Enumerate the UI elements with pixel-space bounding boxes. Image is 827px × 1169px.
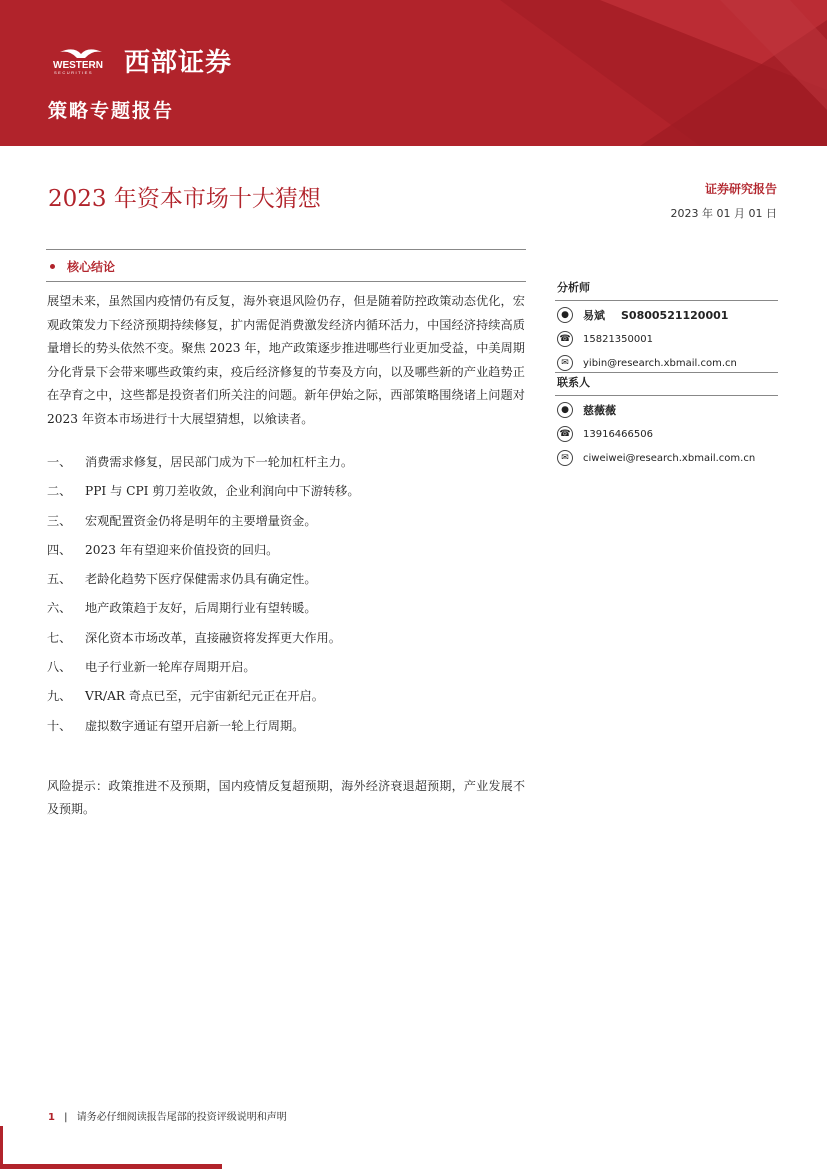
person-icon: ● [557,402,573,418]
contact-email-row [555,446,778,470]
core-heading-label: 核心结论 [67,260,116,274]
list-item-number: 六、 [47,601,72,616]
contact-name: 慈薇薇 [583,404,616,417]
bull-horn-icon [52,44,110,74]
list-item [47,717,525,746]
page-number: 1 [48,1112,55,1123]
list-item [47,687,525,716]
section-divider-top [46,249,526,250]
analyst-name-row [555,303,778,327]
list-item [47,629,525,658]
footer-disclaimer: 请务必仔细阅读报告尾部的投资评级说明和声明 [76,1112,287,1123]
list-item-text: 虚拟数字通证有望开启新一轮上行周期。 [85,718,305,733]
contact-heading: 联系人 [555,373,778,396]
list-item [47,599,525,628]
list-item-text: PPI 与 CPI 剪刀差收敛，企业利润向中下游转移。 [85,484,360,499]
list-item-number: 十、 [47,718,72,733]
list-item [47,453,525,482]
phone-icon: ☎ [557,426,573,442]
svg-text:SECURITIES: SECURITIES [54,69,94,74]
list-item-text: 地产政策趋于友好，后周期行业有望转暖。 [85,601,317,616]
contact-email[interactable]: ciweiwei@research.xbmail.com.cn [583,452,756,464]
phone-icon: ☎ [557,331,573,347]
core-conclusion-heading [50,258,115,275]
list-item-number: 三、 [47,513,72,528]
list-item-text: 电子行业新一轮库存周期开启。 [85,660,256,675]
list-item [47,541,525,570]
contact-panel [555,372,778,470]
list-item-text: 宏观配置资金仍将是明年的主要增量资金。 [85,513,317,528]
footer-accent-horizontal [0,1164,222,1169]
contact-phone-row [555,422,778,446]
list-item-number: 九、 [47,689,72,704]
list-item-number: 八、 [47,660,72,675]
list-item-text: 消费需求修复，居民部门成为下一轮加杠杆主力。 [85,455,354,469]
email-icon: ✉ [557,450,573,466]
list-item-number: 七、 [47,630,72,645]
company-logo [52,42,232,79]
report-category: 证券研究报告 [704,182,777,196]
analyst-phone-row [555,327,778,351]
svg-text:WESTERN: WESTERN [53,59,103,71]
list-item [47,512,525,541]
logo-mark [52,44,110,78]
analyst-certificate-code: S0800521120001 [621,308,729,322]
list-item-number: 四、 [47,542,72,557]
core-paragraph: 展望未来，虽然国内疫情仍有反复，海外衰退风险仍存，但是随着防控政策动态优化，宏观政策发力下经济预期持续修复，扩内需促消费激发经济内循环活力，中国经济持续高质量增长的势头依然不变。聚焦 2023 年，地产政策逐步推进哪些行业更加受益，中美周期分化背景下会带来哪些政策约束，疫后经济修复的节奏及方向，以及哪些新的产业趋势正在孕育之中，这些都是投资者们所关注的问题。新年伊始之际，西部策略围绕诸上问题对 2023 年资本市场进行十大展望猜想，以飨读者。 [47,294,525,426]
contact-phone: 13916466506 [583,428,653,440]
analyst-email[interactable]: yibin@research.xbmail.com.cn [583,357,737,369]
analyst-phone: 15821350001 [583,333,653,345]
list-item-text: 深化资本市场改革，直接融资将发挥更大作用。 [85,630,341,645]
list-item [47,658,525,687]
list-item-text: VR/AR 奇点已至，元宇宙新纪元正在开启。 [85,689,324,704]
report-title: 2023 年资本市场十大猜想 [48,186,321,212]
contact-name-row [555,398,778,422]
email-icon: ✉ [557,355,573,371]
list-item-number: 五、 [47,572,72,587]
report-date: 2023 年 01 月 01 日 [670,207,777,220]
list-item-text: 老龄化趋势下医疗保健需求仍具有确定性。 [85,572,317,587]
risk-warning: 风险提示：政策推进不及预期，国内疫情反复超预期，海外经济衰退超预期，产业发展不及预期。 [47,779,525,816]
company-name: 西部证券 [124,48,233,78]
person-icon: ● [557,307,573,323]
report-type: 策略专题报告 [48,100,175,122]
page-footer [48,1108,287,1123]
ten-predictions-list [47,453,525,746]
list-item [47,482,525,511]
analyst-panel [555,278,778,375]
footer-accent-vertical [0,1126,3,1169]
analyst-heading: 分析师 [555,278,778,301]
header-banner [0,0,827,146]
list-item-number: 一、 [47,455,72,469]
list-item [47,570,525,599]
list-item-text: 2023 年有望迎来价值投资的回归。 [85,542,279,557]
footer-separator: | [64,1112,68,1123]
bullet-icon [50,264,55,269]
list-item-number: 二、 [47,484,72,499]
analyst-name: 易斌 [583,309,605,322]
section-divider-bottom [46,281,526,282]
